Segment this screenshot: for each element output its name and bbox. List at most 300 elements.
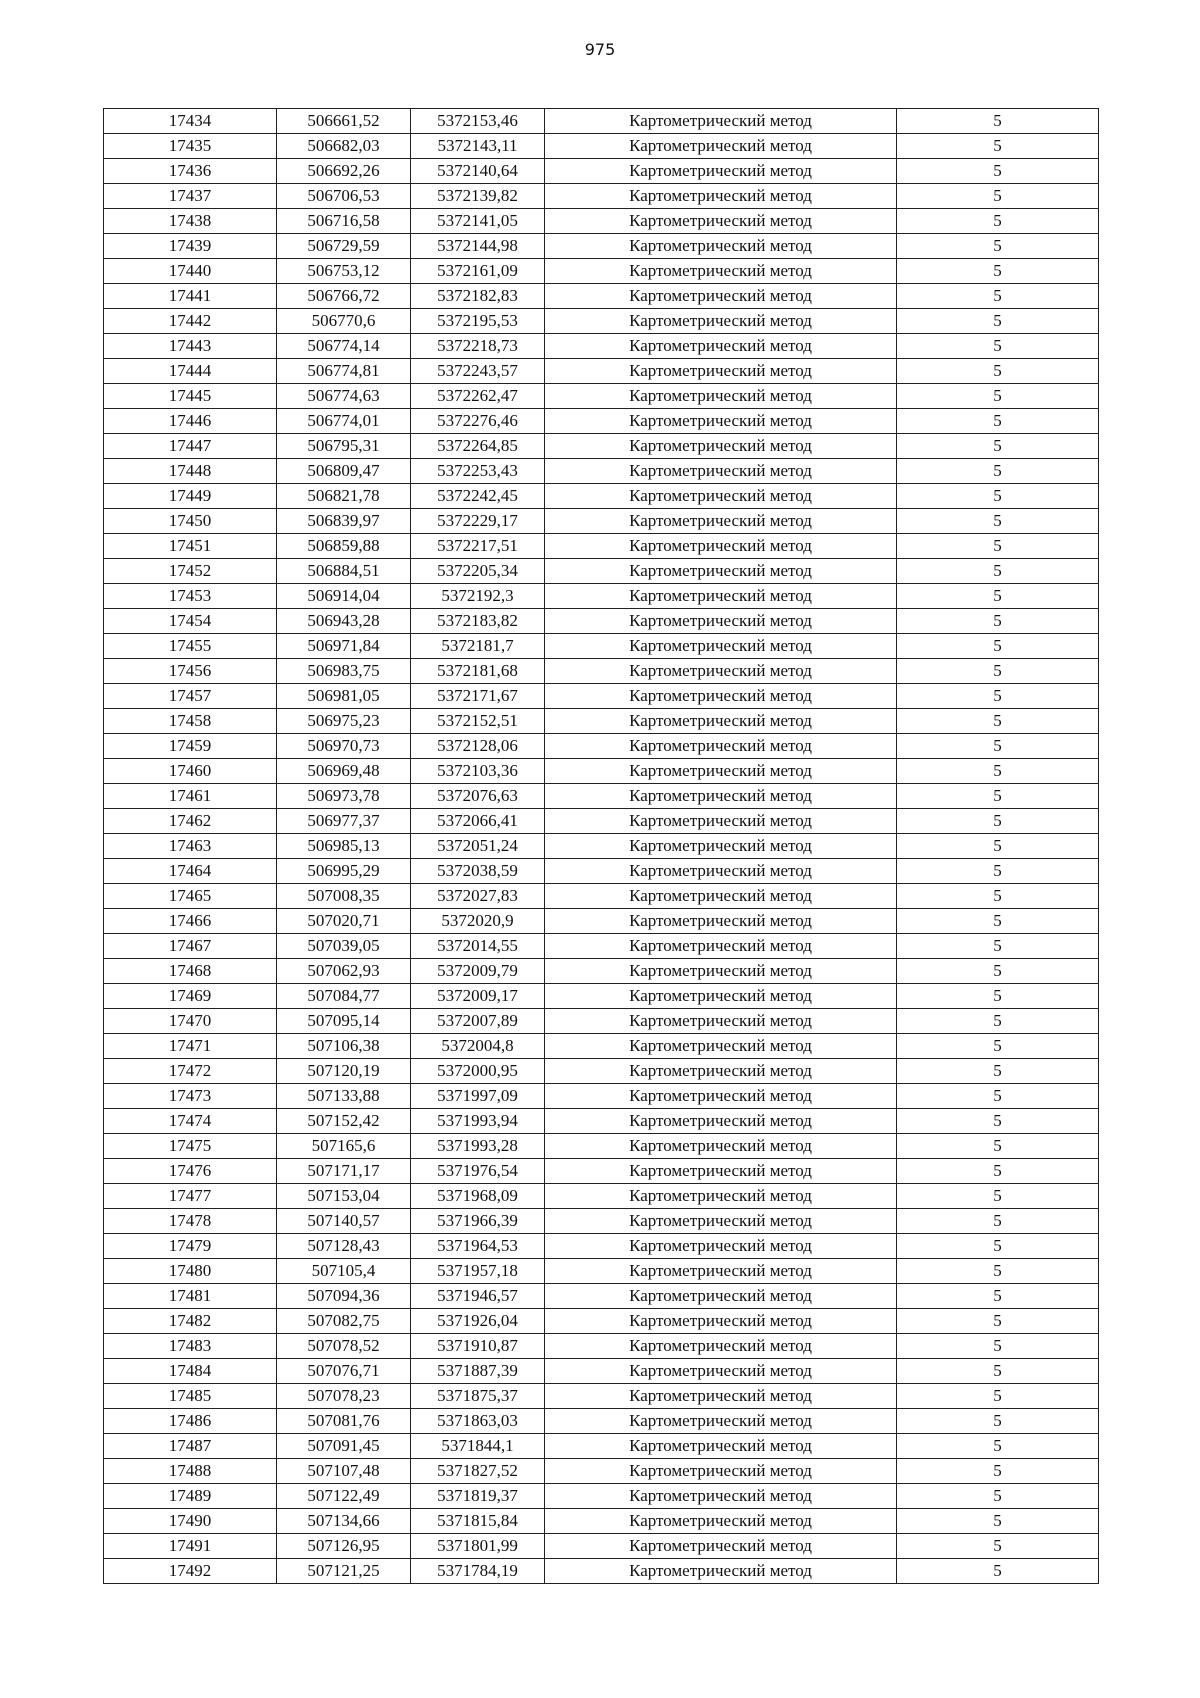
method-cell: Картометрический метод — [545, 1034, 897, 1059]
table-row — [104, 209, 1099, 234]
point-number-cell: 17460 — [104, 759, 277, 784]
method-cell: Картометрический метод — [545, 1109, 897, 1134]
y-coordinate-cell: 5372020,9 — [411, 909, 545, 934]
point-number-cell: 17452 — [104, 559, 277, 584]
y-coordinate-cell: 5371957,18 — [411, 1259, 545, 1284]
table-row — [104, 784, 1099, 809]
accuracy-cell: 5 — [897, 784, 1099, 809]
point-number-cell: 17478 — [104, 1209, 277, 1234]
accuracy-cell: 5 — [897, 934, 1099, 959]
method-cell: Картометрический метод — [545, 309, 897, 334]
method-cell: Картометрический метод — [545, 434, 897, 459]
coordinates-table-body — [104, 109, 1099, 1584]
x-coordinate-cell: 506977,37 — [277, 809, 411, 834]
x-coordinate-cell: 506774,81 — [277, 359, 411, 384]
table-row — [104, 1459, 1099, 1484]
table-row — [104, 384, 1099, 409]
x-coordinate-cell: 506983,75 — [277, 659, 411, 684]
point-number-cell: 17459 — [104, 734, 277, 759]
table-row — [104, 159, 1099, 184]
point-number-cell: 17444 — [104, 359, 277, 384]
accuracy-cell: 5 — [897, 409, 1099, 434]
method-cell: Картометрический метод — [545, 834, 897, 859]
x-coordinate-cell: 507121,25 — [277, 1559, 411, 1584]
x-coordinate-cell: 506809,47 — [277, 459, 411, 484]
accuracy-cell: 5 — [897, 309, 1099, 334]
x-coordinate-cell: 507133,88 — [277, 1084, 411, 1109]
y-coordinate-cell: 5372144,98 — [411, 234, 545, 259]
accuracy-cell: 5 — [897, 559, 1099, 584]
x-coordinate-cell: 507171,17 — [277, 1159, 411, 1184]
table-row — [104, 334, 1099, 359]
x-coordinate-cell: 506943,28 — [277, 609, 411, 634]
x-coordinate-cell: 507081,76 — [277, 1409, 411, 1434]
x-coordinate-cell: 506981,05 — [277, 684, 411, 709]
x-coordinate-cell: 506971,84 — [277, 634, 411, 659]
accuracy-cell: 5 — [897, 1384, 1099, 1409]
method-cell: Картометрический метод — [545, 484, 897, 509]
y-coordinate-cell: 5372004,8 — [411, 1034, 545, 1059]
table-row — [104, 859, 1099, 884]
table-row — [104, 684, 1099, 709]
point-number-cell: 17490 — [104, 1509, 277, 1534]
method-cell: Картометрический метод — [545, 1009, 897, 1034]
table-row — [104, 1109, 1099, 1134]
accuracy-cell: 5 — [897, 634, 1099, 659]
method-cell: Картометрический метод — [545, 1159, 897, 1184]
point-number-cell: 17487 — [104, 1434, 277, 1459]
method-cell: Картометрический метод — [545, 1209, 897, 1234]
table-row — [104, 434, 1099, 459]
x-coordinate-cell: 506821,78 — [277, 484, 411, 509]
y-coordinate-cell: 5371801,99 — [411, 1534, 545, 1559]
table-row — [104, 1334, 1099, 1359]
accuracy-cell: 5 — [897, 709, 1099, 734]
accuracy-cell: 5 — [897, 684, 1099, 709]
y-coordinate-cell: 5372192,3 — [411, 584, 545, 609]
y-coordinate-cell: 5371997,09 — [411, 1084, 545, 1109]
point-number-cell: 17456 — [104, 659, 277, 684]
table-row — [104, 1159, 1099, 1184]
point-number-cell: 17479 — [104, 1234, 277, 1259]
accuracy-cell: 5 — [897, 1234, 1099, 1259]
accuracy-cell: 5 — [897, 334, 1099, 359]
point-number-cell: 17489 — [104, 1484, 277, 1509]
table-row — [104, 584, 1099, 609]
point-number-cell: 17473 — [104, 1084, 277, 1109]
accuracy-cell: 5 — [897, 859, 1099, 884]
accuracy-cell: 5 — [897, 234, 1099, 259]
y-coordinate-cell: 5371844,1 — [411, 1434, 545, 1459]
accuracy-cell: 5 — [897, 1109, 1099, 1134]
accuracy-cell: 5 — [897, 584, 1099, 609]
table-row — [104, 1034, 1099, 1059]
accuracy-cell: 5 — [897, 1484, 1099, 1509]
table-row — [104, 134, 1099, 159]
table-row — [104, 284, 1099, 309]
method-cell: Картометрический метод — [545, 1559, 897, 1584]
x-coordinate-cell: 507091,45 — [277, 1434, 411, 1459]
point-number-cell: 17448 — [104, 459, 277, 484]
x-coordinate-cell: 507095,14 — [277, 1009, 411, 1034]
x-coordinate-cell: 506774,01 — [277, 409, 411, 434]
table-row — [104, 1409, 1099, 1434]
accuracy-cell: 5 — [897, 1184, 1099, 1209]
method-cell: Картометрический метод — [545, 934, 897, 959]
x-coordinate-cell: 506995,29 — [277, 859, 411, 884]
table-row — [104, 1534, 1099, 1559]
table-row — [104, 1209, 1099, 1234]
y-coordinate-cell: 5371966,39 — [411, 1209, 545, 1234]
method-cell: Картометрический метод — [545, 659, 897, 684]
point-number-cell: 17483 — [104, 1334, 277, 1359]
y-coordinate-cell: 5371946,57 — [411, 1284, 545, 1309]
accuracy-cell: 5 — [897, 1134, 1099, 1159]
point-number-cell: 17454 — [104, 609, 277, 634]
table-row — [104, 1259, 1099, 1284]
method-cell: Картометрический метод — [545, 1284, 897, 1309]
table-row — [104, 809, 1099, 834]
table-row — [104, 534, 1099, 559]
y-coordinate-cell: 5372000,95 — [411, 1059, 545, 1084]
y-coordinate-cell: 5372076,63 — [411, 784, 545, 809]
point-number-cell: 17445 — [104, 384, 277, 409]
page-number: 975 — [584, 40, 616, 59]
y-coordinate-cell: 5372141,05 — [411, 209, 545, 234]
accuracy-cell: 5 — [897, 1359, 1099, 1384]
accuracy-cell: 5 — [897, 834, 1099, 859]
method-cell: Картометрический метод — [545, 1409, 897, 1434]
y-coordinate-cell: 5372217,51 — [411, 534, 545, 559]
y-coordinate-cell: 5371827,52 — [411, 1459, 545, 1484]
x-coordinate-cell: 506884,51 — [277, 559, 411, 584]
method-cell: Картометрический метод — [545, 609, 897, 634]
point-number-cell: 17450 — [104, 509, 277, 534]
point-number-cell: 17438 — [104, 209, 277, 234]
x-coordinate-cell: 506716,58 — [277, 209, 411, 234]
y-coordinate-cell: 5372009,79 — [411, 959, 545, 984]
y-coordinate-cell: 5372014,55 — [411, 934, 545, 959]
method-cell: Картометрический метод — [545, 259, 897, 284]
point-number-cell: 17451 — [104, 534, 277, 559]
accuracy-cell: 5 — [897, 109, 1099, 134]
table-row — [104, 1084, 1099, 1109]
x-coordinate-cell: 507039,05 — [277, 934, 411, 959]
method-cell: Картометрический метод — [545, 759, 897, 784]
method-cell: Картометрический метод — [545, 884, 897, 909]
method-cell: Картометрический метод — [545, 859, 897, 884]
table-row — [104, 759, 1099, 784]
x-coordinate-cell: 506774,14 — [277, 334, 411, 359]
y-coordinate-cell: 5371875,37 — [411, 1384, 545, 1409]
x-coordinate-cell: 506729,59 — [277, 234, 411, 259]
method-cell: Картометрический метод — [545, 684, 897, 709]
table-row — [104, 509, 1099, 534]
x-coordinate-cell: 506973,78 — [277, 784, 411, 809]
y-coordinate-cell: 5372051,24 — [411, 834, 545, 859]
accuracy-cell: 5 — [897, 759, 1099, 784]
accuracy-cell: 5 — [897, 659, 1099, 684]
x-coordinate-cell: 507107,48 — [277, 1459, 411, 1484]
y-coordinate-cell: 5372139,82 — [411, 184, 545, 209]
table-row — [104, 1434, 1099, 1459]
point-number-cell: 17469 — [104, 984, 277, 1009]
method-cell: Картометрический метод — [545, 959, 897, 984]
accuracy-cell: 5 — [897, 184, 1099, 209]
table-row — [104, 184, 1099, 209]
x-coordinate-cell: 506753,12 — [277, 259, 411, 284]
point-number-cell: 17488 — [104, 1459, 277, 1484]
accuracy-cell: 5 — [897, 509, 1099, 534]
y-coordinate-cell: 5372066,41 — [411, 809, 545, 834]
x-coordinate-cell: 506661,52 — [277, 109, 411, 134]
table-row — [104, 659, 1099, 684]
accuracy-cell: 5 — [897, 284, 1099, 309]
y-coordinate-cell: 5372181,68 — [411, 659, 545, 684]
x-coordinate-cell: 507062,93 — [277, 959, 411, 984]
accuracy-cell: 5 — [897, 734, 1099, 759]
y-coordinate-cell: 5372140,64 — [411, 159, 545, 184]
x-coordinate-cell: 507128,43 — [277, 1234, 411, 1259]
point-number-cell: 17446 — [104, 409, 277, 434]
x-coordinate-cell: 506774,63 — [277, 384, 411, 409]
x-coordinate-cell: 507076,71 — [277, 1359, 411, 1384]
y-coordinate-cell: 5372181,7 — [411, 634, 545, 659]
table-row — [104, 884, 1099, 909]
method-cell: Картометрический метод — [545, 109, 897, 134]
point-number-cell: 17482 — [104, 1309, 277, 1334]
x-coordinate-cell: 507078,23 — [277, 1384, 411, 1409]
y-coordinate-cell: 5372171,67 — [411, 684, 545, 709]
table-row — [104, 1234, 1099, 1259]
point-number-cell: 17480 — [104, 1259, 277, 1284]
y-coordinate-cell: 5372161,09 — [411, 259, 545, 284]
point-number-cell: 17465 — [104, 884, 277, 909]
table-row — [104, 1134, 1099, 1159]
x-coordinate-cell: 507126,95 — [277, 1534, 411, 1559]
accuracy-cell: 5 — [897, 984, 1099, 1009]
method-cell: Картометрический метод — [545, 509, 897, 534]
accuracy-cell: 5 — [897, 959, 1099, 984]
y-coordinate-cell: 5371887,39 — [411, 1359, 545, 1384]
point-number-cell: 17467 — [104, 934, 277, 959]
accuracy-cell: 5 — [897, 1259, 1099, 1284]
x-coordinate-cell: 507106,38 — [277, 1034, 411, 1059]
method-cell: Картометрический метод — [545, 284, 897, 309]
method-cell: Картометрический метод — [545, 1359, 897, 1384]
table-row — [104, 934, 1099, 959]
y-coordinate-cell: 5372242,45 — [411, 484, 545, 509]
accuracy-cell: 5 — [897, 384, 1099, 409]
x-coordinate-cell: 507120,19 — [277, 1059, 411, 1084]
point-number-cell: 17447 — [104, 434, 277, 459]
y-coordinate-cell: 5372229,17 — [411, 509, 545, 534]
accuracy-cell: 5 — [897, 459, 1099, 484]
point-number-cell: 17434 — [104, 109, 277, 134]
x-coordinate-cell: 506682,03 — [277, 134, 411, 159]
table-row — [104, 959, 1099, 984]
point-number-cell: 17471 — [104, 1034, 277, 1059]
point-number-cell: 17477 — [104, 1184, 277, 1209]
y-coordinate-cell: 5371968,09 — [411, 1184, 545, 1209]
x-coordinate-cell: 506914,04 — [277, 584, 411, 609]
accuracy-cell: 5 — [897, 1534, 1099, 1559]
table-row — [104, 484, 1099, 509]
accuracy-cell: 5 — [897, 259, 1099, 284]
y-coordinate-cell: 5371819,37 — [411, 1484, 545, 1509]
table-row — [104, 1509, 1099, 1534]
x-coordinate-cell: 507084,77 — [277, 984, 411, 1009]
x-coordinate-cell: 507134,66 — [277, 1509, 411, 1534]
accuracy-cell: 5 — [897, 1084, 1099, 1109]
y-coordinate-cell: 5371976,54 — [411, 1159, 545, 1184]
point-number-cell: 17440 — [104, 259, 277, 284]
method-cell: Картометрический метод — [545, 134, 897, 159]
point-number-cell: 17458 — [104, 709, 277, 734]
method-cell: Картометрический метод — [545, 1234, 897, 1259]
point-number-cell: 17468 — [104, 959, 277, 984]
x-coordinate-cell: 507078,52 — [277, 1334, 411, 1359]
table-row — [104, 834, 1099, 859]
point-number-cell: 17470 — [104, 1009, 277, 1034]
method-cell: Картометрический метод — [545, 559, 897, 584]
method-cell: Картометрический метод — [545, 1434, 897, 1459]
method-cell: Картометрический метод — [545, 809, 897, 834]
point-number-cell: 17453 — [104, 584, 277, 609]
table-row — [104, 634, 1099, 659]
method-cell: Картометрический метод — [545, 1309, 897, 1334]
method-cell: Картометрический метод — [545, 734, 897, 759]
table-row — [104, 1484, 1099, 1509]
y-coordinate-cell: 5372038,59 — [411, 859, 545, 884]
x-coordinate-cell: 506766,72 — [277, 284, 411, 309]
point-number-cell: 17435 — [104, 134, 277, 159]
table-row — [104, 709, 1099, 734]
point-number-cell: 17461 — [104, 784, 277, 809]
y-coordinate-cell: 5371964,53 — [411, 1234, 545, 1259]
table-row — [104, 1284, 1099, 1309]
y-coordinate-cell: 5372276,46 — [411, 409, 545, 434]
accuracy-cell: 5 — [897, 359, 1099, 384]
accuracy-cell: 5 — [897, 1334, 1099, 1359]
x-coordinate-cell: 506795,31 — [277, 434, 411, 459]
table-row — [104, 984, 1099, 1009]
x-coordinate-cell: 507140,57 — [277, 1209, 411, 1234]
method-cell: Картометрический метод — [545, 634, 897, 659]
accuracy-cell: 5 — [897, 1034, 1099, 1059]
y-coordinate-cell: 5372243,57 — [411, 359, 545, 384]
x-coordinate-cell: 506839,97 — [277, 509, 411, 534]
method-cell: Картометрический метод — [545, 459, 897, 484]
accuracy-cell: 5 — [897, 1409, 1099, 1434]
accuracy-cell: 5 — [897, 1309, 1099, 1334]
accuracy-cell: 5 — [897, 1434, 1099, 1459]
y-coordinate-cell: 5371993,94 — [411, 1109, 545, 1134]
accuracy-cell: 5 — [897, 1559, 1099, 1584]
accuracy-cell: 5 — [897, 1159, 1099, 1184]
point-number-cell: 17492 — [104, 1559, 277, 1584]
point-number-cell: 17443 — [104, 334, 277, 359]
table-row — [104, 234, 1099, 259]
x-coordinate-cell: 507153,04 — [277, 1184, 411, 1209]
accuracy-cell: 5 — [897, 909, 1099, 934]
method-cell: Картометрический метод — [545, 384, 897, 409]
method-cell: Картометрический метод — [545, 409, 897, 434]
x-coordinate-cell: 506706,53 — [277, 184, 411, 209]
method-cell: Картометрический метод — [545, 1484, 897, 1509]
accuracy-cell: 5 — [897, 1509, 1099, 1534]
accuracy-cell: 5 — [897, 434, 1099, 459]
table-row — [104, 559, 1099, 584]
point-number-cell: 17441 — [104, 284, 277, 309]
point-number-cell: 17442 — [104, 309, 277, 334]
x-coordinate-cell: 507165,6 — [277, 1134, 411, 1159]
method-cell: Картометрический метод — [545, 1134, 897, 1159]
table-row — [104, 909, 1099, 934]
point-number-cell: 17481 — [104, 1284, 277, 1309]
point-number-cell: 17476 — [104, 1159, 277, 1184]
y-coordinate-cell: 5371784,19 — [411, 1559, 545, 1584]
accuracy-cell: 5 — [897, 1059, 1099, 1084]
table-row — [104, 1009, 1099, 1034]
y-coordinate-cell: 5372264,85 — [411, 434, 545, 459]
x-coordinate-cell: 507122,49 — [277, 1484, 411, 1509]
y-coordinate-cell: 5372009,17 — [411, 984, 545, 1009]
accuracy-cell: 5 — [897, 1209, 1099, 1234]
x-coordinate-cell: 507008,35 — [277, 884, 411, 909]
table-row — [104, 409, 1099, 434]
table-row — [104, 1184, 1099, 1209]
point-number-cell: 17463 — [104, 834, 277, 859]
method-cell: Картометрический метод — [545, 534, 897, 559]
method-cell: Картометрический метод — [545, 359, 897, 384]
point-number-cell: 17486 — [104, 1409, 277, 1434]
accuracy-cell: 5 — [897, 884, 1099, 909]
y-coordinate-cell: 5371910,87 — [411, 1334, 545, 1359]
x-coordinate-cell: 507094,36 — [277, 1284, 411, 1309]
y-coordinate-cell: 5372262,47 — [411, 384, 545, 409]
point-number-cell: 17466 — [104, 909, 277, 934]
method-cell: Картометрический метод — [545, 984, 897, 1009]
x-coordinate-cell: 506969,48 — [277, 759, 411, 784]
y-coordinate-cell: 5372143,11 — [411, 134, 545, 159]
point-number-cell: 17484 — [104, 1359, 277, 1384]
y-coordinate-cell: 5372182,83 — [411, 284, 545, 309]
y-coordinate-cell: 5372205,34 — [411, 559, 545, 584]
y-coordinate-cell: 5371993,28 — [411, 1134, 545, 1159]
method-cell: Картометрический метод — [545, 909, 897, 934]
method-cell: Картометрический метод — [545, 709, 897, 734]
method-cell: Картометрический метод — [545, 1509, 897, 1534]
table-row — [104, 1384, 1099, 1409]
table-row — [104, 259, 1099, 284]
y-coordinate-cell: 5372103,36 — [411, 759, 545, 784]
point-number-cell: 17449 — [104, 484, 277, 509]
accuracy-cell: 5 — [897, 1009, 1099, 1034]
point-number-cell: 17464 — [104, 859, 277, 884]
method-cell: Картометрический метод — [545, 334, 897, 359]
table-row — [104, 734, 1099, 759]
method-cell: Картометрический метод — [545, 1384, 897, 1409]
x-coordinate-cell: 506975,23 — [277, 709, 411, 734]
y-coordinate-cell: 5372152,51 — [411, 709, 545, 734]
accuracy-cell: 5 — [897, 534, 1099, 559]
accuracy-cell: 5 — [897, 134, 1099, 159]
method-cell: Картометрический метод — [545, 1059, 897, 1084]
accuracy-cell: 5 — [897, 209, 1099, 234]
accuracy-cell: 5 — [897, 809, 1099, 834]
table-row — [104, 1359, 1099, 1384]
